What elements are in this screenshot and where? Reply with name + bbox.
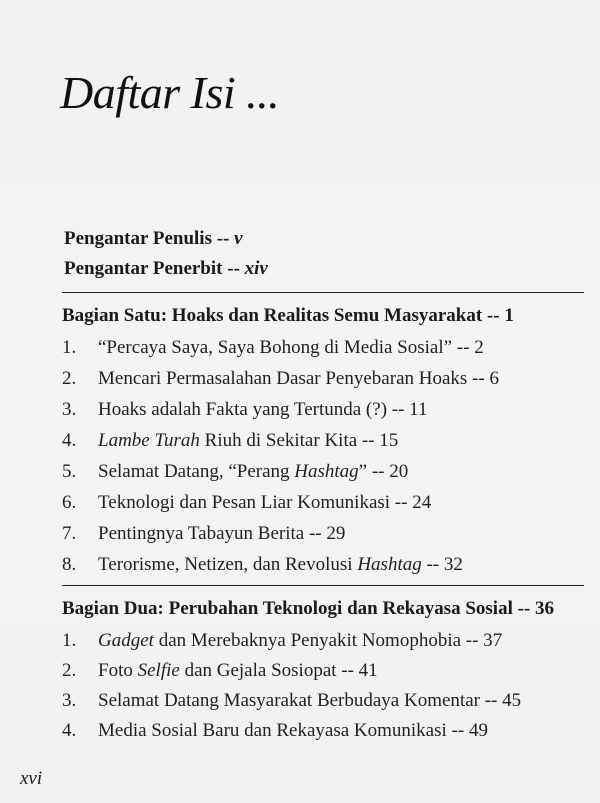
front-matter-page: v — [234, 228, 243, 249]
entry-number: 3. — [62, 399, 77, 420]
entry-number: 2. — [62, 368, 77, 389]
entry-text: Terorisme, Netizen, dan Revolusi — [98, 554, 358, 575]
front-matter-label: Pengantar Penerbit — [64, 258, 223, 279]
entry-italic: Gadget — [98, 630, 154, 651]
entry-text-tail: Riuh di Sekitar Kita -- 15 — [199, 430, 399, 451]
toc-entry — [62, 492, 431, 514]
entry-italic: Hashtag — [294, 461, 359, 482]
entry-number: 4. — [62, 430, 77, 451]
toc-entry — [62, 399, 427, 421]
section-divider — [62, 292, 584, 293]
toc-entry — [62, 720, 488, 742]
entry-text: Foto — [98, 660, 138, 681]
toc-entry — [62, 337, 484, 359]
entry-number: 8. — [62, 554, 77, 575]
entry-text: Media Sosial Baru dan Rekayasa Komunikasi -- 49 — [98, 720, 488, 741]
toc-entry — [62, 690, 521, 712]
entry-text: Teknologi dan Pesan Liar Komunikasi -- 24 — [98, 492, 432, 513]
entry-number: 2. — [62, 660, 77, 681]
entry-number: 5. — [62, 461, 77, 482]
entry-number: 6. — [62, 492, 77, 513]
front-matter-separator: -- — [211, 228, 235, 249]
entry-number: 7. — [62, 523, 77, 544]
front-matter-item — [64, 228, 243, 250]
entry-text-tail: -- 32 — [421, 554, 463, 575]
front-matter-separator: -- — [222, 258, 245, 279]
entry-text-tail: dan Merebaknya Penyakit Nomophobia -- 37 — [153, 630, 503, 651]
entry-text-tail: dan Gejala Sosiopat -- 41 — [179, 660, 378, 681]
toc-entry — [62, 368, 499, 390]
entry-text: Selamat Datang, “Perang — [98, 461, 295, 482]
entry-text-tail: ” -- 20 — [358, 461, 409, 482]
front-matter-item — [64, 258, 268, 280]
front-matter-page: xiv — [244, 258, 268, 279]
entry-number: 3. — [62, 690, 77, 711]
entry-italic: Selfie — [137, 660, 180, 681]
toc-entry — [62, 554, 463, 576]
entry-text: Hoaks adalah Fakta yang Tertunda (?) -- 11 — [98, 399, 428, 420]
entry-number: 1. — [62, 337, 77, 358]
toc-entry — [62, 630, 502, 652]
page-number: xvi — [20, 768, 43, 789]
toc-entry — [62, 660, 378, 682]
toc-entry — [62, 523, 345, 545]
part1-heading: Bagian Satu: Hoaks dan Realitas Semu Masyarakat -- 1 — [62, 305, 514, 326]
entry-italic: Lambe Turah — [98, 430, 200, 451]
part2-heading: Bagian Dua: Perubahan Teknologi dan Rekayasa Sosial -- 36 — [62, 598, 555, 619]
entry-text: “Percaya Saya, Saya Bohong di Media Sosial” -- 2 — [98, 337, 484, 358]
entry-text: Pentingnya Tabayun Berita -- 29 — [98, 523, 346, 544]
toc-entry — [62, 461, 408, 483]
entry-number: 1. — [62, 630, 77, 651]
front-matter-label: Pengantar Penulis — [64, 228, 212, 249]
section-divider — [62, 585, 584, 586]
entry-text: Mencari Permasalahan Dasar Penyebaran Hoaks -- 6 — [98, 368, 499, 389]
toc-entry — [62, 430, 398, 452]
entry-italic: Hashtag — [357, 554, 422, 575]
entry-text: Selamat Datang Masyarakat Berbudaya Komentar -- 45 — [98, 690, 522, 711]
page-title: Daftar Isi ... — [60, 67, 280, 118]
entry-number: 4. — [62, 720, 77, 741]
